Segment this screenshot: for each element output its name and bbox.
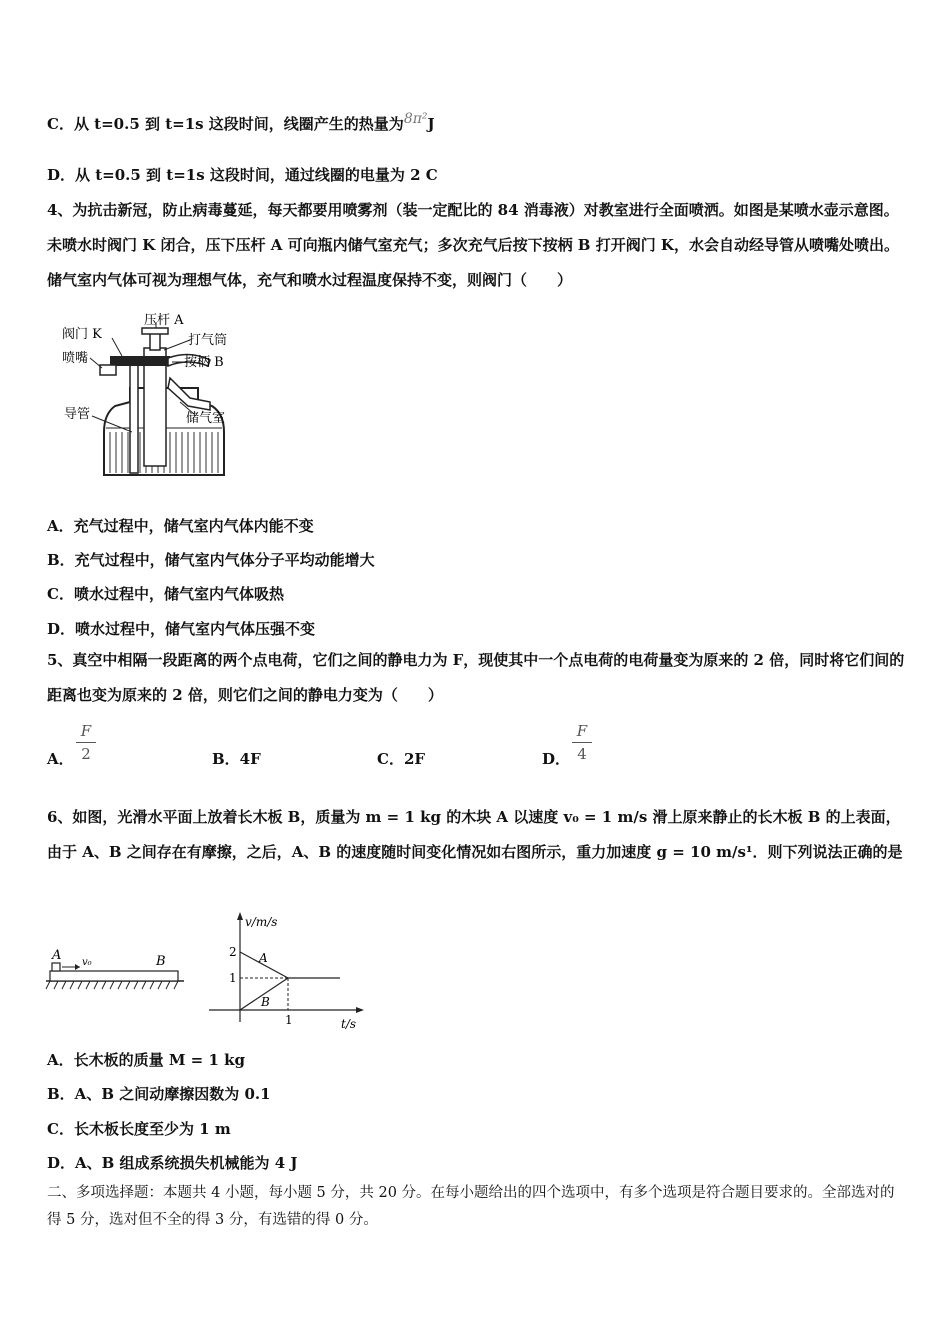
label-x-axis: t/s: [341, 1017, 357, 1031]
label-chamber: 储气室: [186, 411, 226, 426]
board-b: [50, 971, 178, 981]
label-rod: 压杆 A: [144, 313, 184, 328]
q3-option-c-unit: J: [427, 115, 435, 133]
label-v0: v₀: [82, 957, 92, 968]
q5-option-a-denominator: 2: [81, 745, 91, 763]
q4-option-b: B．充气过程中，储气室内气体分子平均动能增大: [47, 551, 375, 569]
q6-block-board-figure: [44, 945, 189, 995]
label-nozzle: 喷嘴: [62, 351, 89, 366]
q5-option-b: B．4F: [212, 750, 261, 768]
q5-option-d-label: D．: [542, 750, 571, 768]
q6-option-a: A．长木板的质量 M = 1 kg: [47, 1051, 246, 1069]
q4-option-c: C．喷水过程中，储气室内气体吸热: [47, 585, 284, 603]
q6-option-d: D．A、B 组成系统损失机械能为 4 J: [47, 1154, 298, 1172]
label-valve: 阀门 K: [62, 327, 102, 342]
q5-option-d-denominator: 4: [577, 745, 587, 763]
tick-y1: 1: [229, 971, 237, 985]
q4-option-a: A．充气过程中，储气室内气体内能不变: [47, 517, 314, 535]
label-y-axis: v/m/s: [245, 915, 278, 929]
q4-stem: 4、为抗击新冠，防止病毒蔓延，每天都要用喷雾剂（装一定配比的 84 消毒液）对教室进行全面喷洒。如图是某喷水壶示意图。未喷水时阀门 K 闭合，压下压杆 A 可向瓶内储气室充气；多次充气后按下按柄 B 打开阀门 K，水会自动经导管从喷嘴处喷出。储气室内气体可视为理想气体，充气和喷水过程温度保持不变，则阀门（ ）: [47, 201, 899, 289]
label-tube: 导管: [64, 407, 91, 422]
q5-option-a-numerator: F: [80, 722, 92, 740]
q3-option-c-value: 8π²: [403, 111, 428, 127]
q6-stem: 6、如图，光滑水平面上放着长木板 B，质量为 m = 1 kg 的木块 A 以速度 v₀ = 1 m/s 滑上原来静止的长木板 B 的上表面，由于 A、B 之间存在有摩擦，之后，A、B 的速度随时间变化情况如右图所示，重力加速度 g = 10 m/s¹．则下列说法正确的是: [47, 808, 903, 861]
block-a: [52, 963, 60, 971]
q6-option-b: B．A、B 之间动摩擦因数为 0.1: [47, 1085, 271, 1103]
tick-x1: 1: [285, 1013, 293, 1027]
label-pump: 打气筒: [188, 333, 228, 348]
q5-stem: 5、真空中相隔一段距离的两个点电荷，它们之间的静电力为 F，现使其中一个点电荷的电荷量变为原来的 2 倍，同时将它们间的距离也变为原来的 2 倍，则它们之间的静电力变为（ ）: [47, 651, 905, 704]
tick-y2: 2: [229, 945, 237, 959]
q6-option-c: C．长木板长度至少为 1 m: [47, 1120, 231, 1138]
q5-option-a-label: A．: [47, 750, 74, 768]
section-2-instructions: 二、多项选择题：本题共 4 小题，每小题 5 分，共 20 分。在每小题给出的四个选项中，有多个选项是符合题目要求的。全部选对的得 5 分，选对但不全的得 3 分，有选错的得 0 分。: [47, 1185, 895, 1228]
q5-option-c: C．2F: [377, 750, 426, 768]
q5-option-d-fraction: [572, 722, 592, 763]
label-block-a: A: [52, 948, 62, 963]
q4-sprayer-figure: [60, 310, 250, 480]
q3-option-c: [47, 111, 435, 135]
label-line-b: B: [261, 995, 270, 1009]
label-handle: 按柄 B: [184, 355, 224, 370]
label-board-b: B: [156, 954, 166, 969]
q5-option-a-fraction: [76, 722, 96, 763]
q6-vt-graph: [205, 910, 370, 1035]
q3-option-c-text: C．从 t=0.5 到 t=1s 这段时间，线圈产生的热量为: [47, 115, 404, 133]
q5-option-d-numerator: F: [576, 722, 588, 740]
q3-option-d: D．从 t=0.5 到 t=1s 这段时间，通过线圈的电量为 2 C: [47, 166, 438, 184]
label-line-a: A: [259, 951, 268, 965]
q4-option-d: D．喷水过程中，储气室内气体压强不变: [47, 620, 316, 638]
